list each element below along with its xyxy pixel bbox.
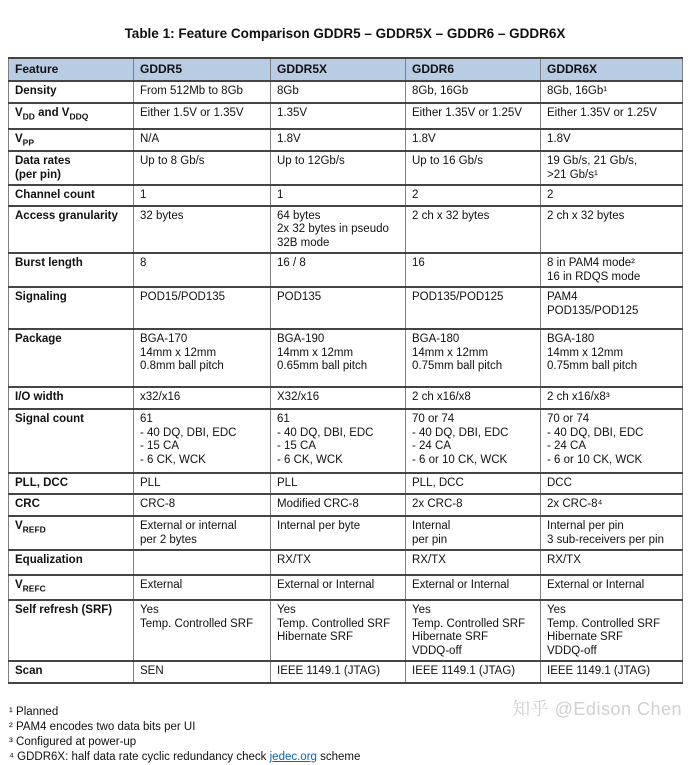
table-row xyxy=(9,129,683,151)
footnote-line: ² PAM4 encodes two data bits per UI xyxy=(9,721,196,733)
value-cell: Up to 16 Gb/s xyxy=(406,151,541,185)
feature-cell: $V_{REFD}$ xyxy=(9,516,134,550)
value-cell: 8Gb, 16Gb¹ xyxy=(541,81,683,103)
value-cell: Either 1.35V or 1.25V xyxy=(406,103,541,129)
value-cell: 8 in PAM4 mode² 16 in RDQS mode xyxy=(541,253,683,287)
value-cell: 70 or 74 - 40 DQ, DBI, EDC - 24 CA - 6 or 10 CK, WCK xyxy=(406,409,541,473)
feature-cell: Channel count xyxy=(9,185,134,206)
value-cell: PLL xyxy=(134,473,271,494)
value-cell: 64 bytes 2x 32 bytes in pseudo 32B mode xyxy=(271,206,406,254)
feature-cell: Data rates (per pin) xyxy=(9,151,134,185)
column-header: GDDR5 xyxy=(134,58,271,81)
value-cell: 19 Gb/s, 21 Gb/s, >21 Gb/s¹ xyxy=(541,151,683,185)
value-cell: Either 1.5V or 1.35V xyxy=(134,103,271,129)
table-row xyxy=(9,329,683,387)
footnote-line: ³ Configured at power-up xyxy=(9,736,137,748)
value-cell: BGA-190 14mm x 12mm 0.65mm ball pitch xyxy=(271,329,406,387)
column-header: GDDR6X xyxy=(541,58,683,81)
value-cell: POD135/POD125 xyxy=(406,287,541,329)
value-cell: External or Internal xyxy=(541,575,683,600)
value-cell: x32/x16 xyxy=(134,387,271,409)
feature-comparison-table xyxy=(8,57,683,684)
value-cell: External xyxy=(134,575,271,600)
value-cell: Yes Temp. Controlled SRF Hibernate SRF VDDQ-off xyxy=(541,600,683,661)
feature-cell: Package xyxy=(9,329,134,387)
value-cell: From 512Mb to 8Gb xyxy=(134,81,271,103)
table-row xyxy=(9,600,683,661)
table-row xyxy=(9,151,683,185)
value-cell: IEEE 1149.1 (JTAG) xyxy=(271,661,406,683)
table-row xyxy=(9,516,683,550)
feature-cell: $V_{PP}$ xyxy=(9,129,134,151)
feature-cell: $V_{DD}$ and $V_{DDQ}$ xyxy=(9,103,134,129)
feature-cell: CRC xyxy=(9,494,134,516)
table-row xyxy=(9,206,683,254)
value-cell: 2 ch x16/x8 xyxy=(406,387,541,409)
value-cell: Internal per pin xyxy=(406,516,541,550)
value-cell: POD135 xyxy=(271,287,406,329)
value-cell: RX/TX xyxy=(271,550,406,575)
table-row xyxy=(9,494,683,516)
feature-cell: Signaling xyxy=(9,287,134,329)
value-cell: 2 xyxy=(406,185,541,206)
value-cell: 1 xyxy=(271,185,406,206)
value-cell: BGA-180 14mm x 12mm 0.75mm ball pitch xyxy=(541,329,683,387)
value-cell: N/A xyxy=(134,129,271,151)
value-cell: Internal per byte xyxy=(271,516,406,550)
table-row xyxy=(9,103,683,129)
value-cell: SEN xyxy=(134,661,271,683)
feature-cell: Access granularity xyxy=(9,206,134,254)
value-cell: 2 ch x16/x8³ xyxy=(541,387,683,409)
value-cell: 2x CRC-8 xyxy=(406,494,541,516)
table-row xyxy=(9,473,683,494)
value-cell: 16 / 8 xyxy=(271,253,406,287)
value-cell: 61 - 40 DQ, DBI, EDC - 15 CA - 6 CK, WCK xyxy=(134,409,271,473)
value-cell: 1.35V xyxy=(271,103,406,129)
value-cell: Up to 12Gb/s xyxy=(271,151,406,185)
table-row xyxy=(9,575,683,600)
feature-cell: $V_{REFC}$ xyxy=(9,575,134,600)
table-row xyxy=(9,81,683,103)
value-cell: Yes Temp. Controlled SRF xyxy=(134,600,271,661)
value-cell: 16 xyxy=(406,253,541,287)
value-cell: 2 ch x 32 bytes xyxy=(406,206,541,254)
value-cell: PLL, DCC xyxy=(406,473,541,494)
value-cell: 1.8V xyxy=(271,129,406,151)
table-title: Table 1: Feature Comparison GDDR5 – GDDR5X – GDDR6 – GDDR6X xyxy=(124,26,566,41)
value-cell: RX/TX xyxy=(406,550,541,575)
value-cell: 8Gb, 16Gb xyxy=(406,81,541,103)
value-cell: 8Gb xyxy=(271,81,406,103)
table-row xyxy=(9,287,683,329)
value-cell: DCC xyxy=(541,473,683,494)
watermark-author-handle: @Edison Chen xyxy=(554,699,682,719)
footnote-line: ⁴ GDDR6X: half data rate cyclic redundancy check jedec.org scheme xyxy=(9,751,361,763)
value-cell: IEEE 1149.1 (JTAG) xyxy=(541,661,683,683)
value-cell: Modified CRC-8 xyxy=(271,494,406,516)
table-row xyxy=(9,661,683,683)
value-cell xyxy=(134,550,271,575)
watermark-site-logo: 知乎 xyxy=(512,699,550,719)
feature-cell: Self refresh (SRF) xyxy=(9,600,134,661)
value-cell: 32 bytes xyxy=(134,206,271,254)
value-cell: IEEE 1149.1 (JTAG) xyxy=(406,661,541,683)
table-row xyxy=(9,253,683,287)
value-cell: 61 - 40 DQ, DBI, EDC - 15 CA - 6 CK, WCK xyxy=(271,409,406,473)
value-cell: RX/TX xyxy=(541,550,683,575)
value-cell: X32/x16 xyxy=(271,387,406,409)
feature-cell: Signal count xyxy=(9,409,134,473)
value-cell: 2 xyxy=(541,185,683,206)
table-body xyxy=(9,81,683,683)
feature-cell: PLL, DCC xyxy=(9,473,134,494)
value-cell: 1.8V xyxy=(406,129,541,151)
column-header: GDDR6 xyxy=(406,58,541,81)
value-cell: BGA-170 14mm x 12mm 0.8mm ball pitch xyxy=(134,329,271,387)
value-cell: Internal per pin 3 sub-receivers per pin xyxy=(541,516,683,550)
value-cell: 2 ch x 32 bytes xyxy=(541,206,683,254)
value-cell: PLL xyxy=(271,473,406,494)
table-row xyxy=(9,409,683,473)
value-cell: 70 or 74 - 40 DQ, DBI, EDC - 24 CA - 6 or 10 CK, WCK xyxy=(541,409,683,473)
value-cell: External or Internal xyxy=(406,575,541,600)
footnote-line: ¹ Planned xyxy=(9,706,59,718)
feature-cell: Density xyxy=(9,81,134,103)
value-cell: External or Internal xyxy=(271,575,406,600)
feature-cell: Scan xyxy=(9,661,134,683)
jedec-org-link[interactable]: jedec.org xyxy=(269,751,317,763)
value-cell: BGA-180 14mm x 12mm 0.75mm ball pitch xyxy=(406,329,541,387)
value-cell: External or internal per 2 bytes xyxy=(134,516,271,550)
value-cell: Yes Temp. Controlled SRF Hibernate SRF VDDQ-off xyxy=(406,600,541,661)
value-cell: 8 xyxy=(134,253,271,287)
value-cell: PAM4 POD135/POD125 xyxy=(541,287,683,329)
value-cell: Up to 8 Gb/s xyxy=(134,151,271,185)
feature-cell: I/O width xyxy=(9,387,134,409)
column-header: GDDR5X xyxy=(271,58,406,81)
watermark xyxy=(512,695,682,721)
value-cell: 2x CRC-8⁴ xyxy=(541,494,683,516)
value-cell: CRC-8 xyxy=(134,494,271,516)
value-cell: 1.8V xyxy=(541,129,683,151)
table-row xyxy=(9,550,683,575)
header-row xyxy=(9,58,683,81)
feature-cell: Equalization xyxy=(9,550,134,575)
value-cell: Either 1.35V or 1.25V xyxy=(541,103,683,129)
table-row xyxy=(9,387,683,409)
column-header: Feature xyxy=(9,58,134,81)
value-cell: Yes Temp. Controlled SRF Hibernate SRF xyxy=(271,600,406,661)
table-row xyxy=(9,185,683,206)
feature-cell: Burst length xyxy=(9,253,134,287)
value-cell: 1 xyxy=(134,185,271,206)
value-cell: POD15/POD135 xyxy=(134,287,271,329)
